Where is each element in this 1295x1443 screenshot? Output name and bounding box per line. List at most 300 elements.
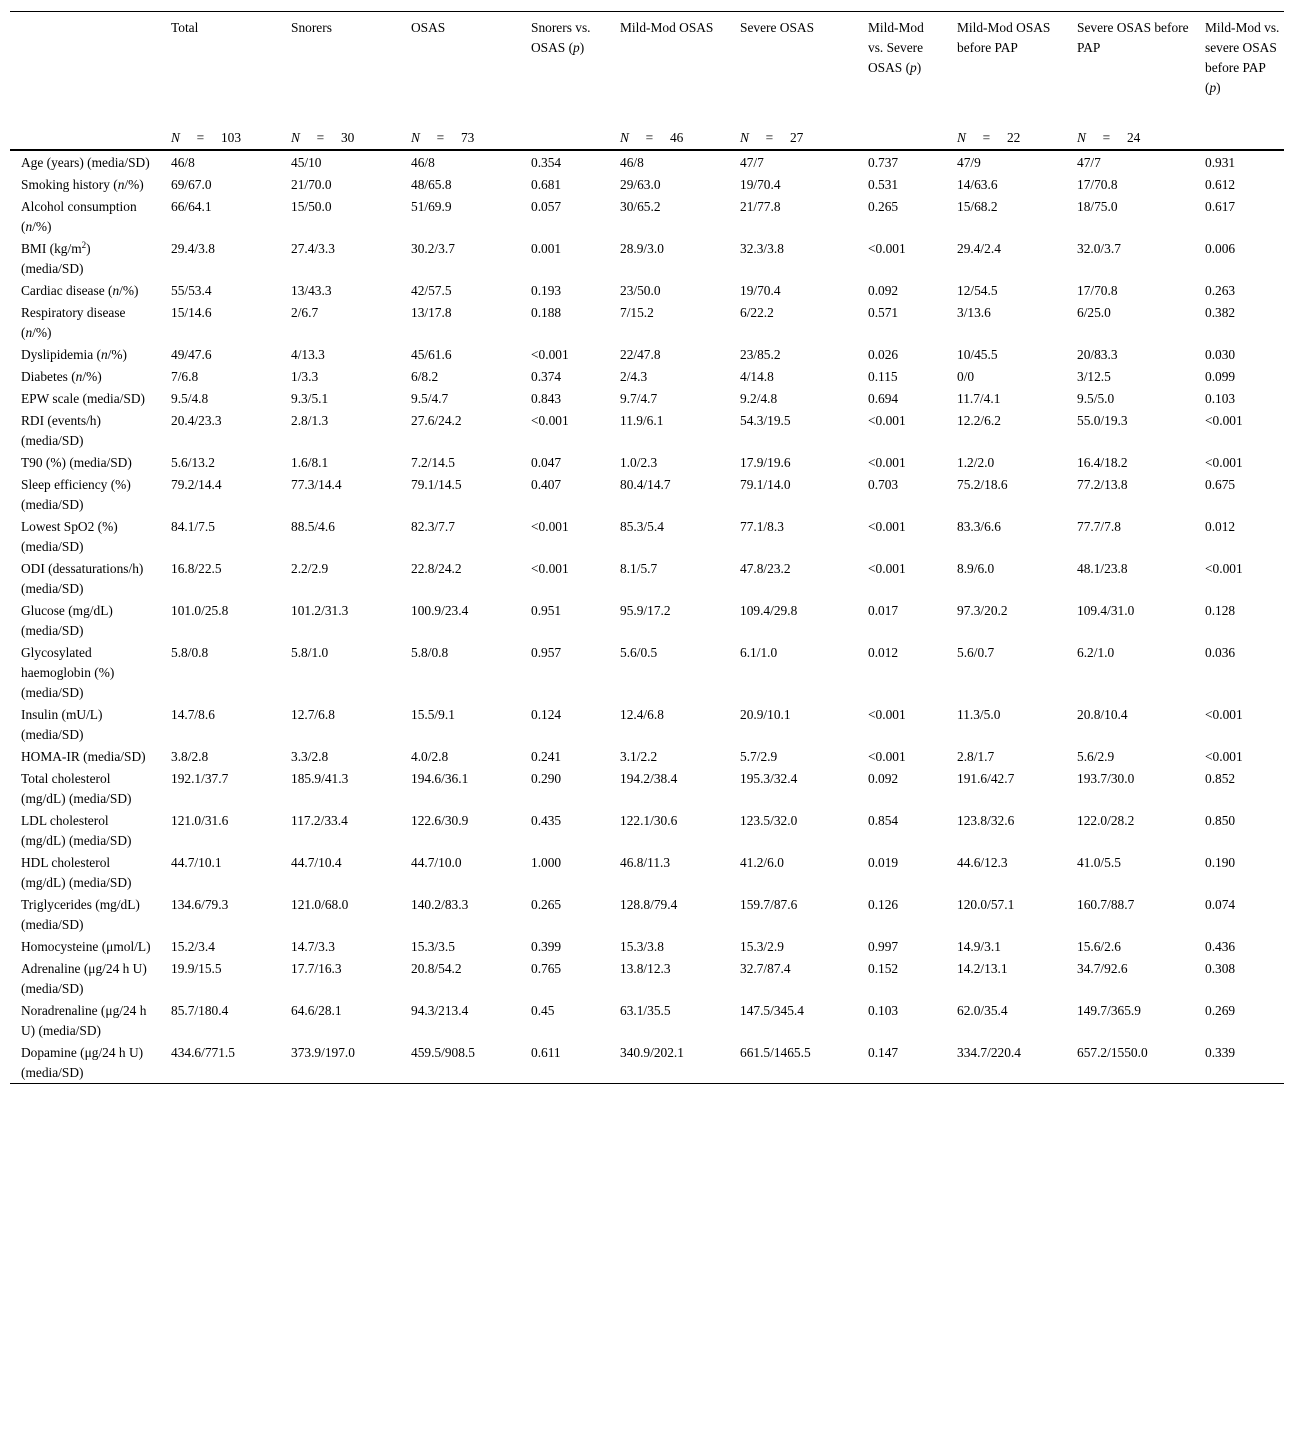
table-cell: 0.030	[1205, 347, 1236, 362]
table-cell: 0.382	[1205, 305, 1236, 320]
row-label: LDL cholesterol (mg/dL) (media/SD)	[21, 813, 132, 848]
column-header: Mild-Mod OSAS before PAP	[946, 12, 1066, 123]
table-cell: 340.9/202.1	[609, 1041, 729, 1084]
table-cell: 0.190	[1205, 855, 1236, 870]
table-cell: 0.017	[868, 603, 899, 618]
table-cell: 12/54.5	[957, 283, 998, 298]
table-body	[10, 150, 1284, 1084]
sample-size	[10, 122, 160, 150]
row-label: Lowest SpO2 (%) (media/SD)	[21, 519, 118, 554]
table-cell: 4/13.3	[291, 347, 325, 362]
sample-size	[520, 122, 609, 150]
table-cell: 0.001	[531, 241, 562, 256]
table-cell: 0.263	[1205, 283, 1236, 298]
table-cell: 0.124	[531, 707, 562, 722]
table-cell: <0.001	[868, 413, 906, 428]
table-cell: 44.6/12.3	[957, 855, 1008, 870]
row-label: Diabetes (n/%)	[21, 369, 102, 384]
table-cell: 123.5/32.0	[740, 813, 798, 828]
row-label: Cardiac disease (n/%)	[21, 283, 139, 298]
row-label: Smoking history (n/%)	[21, 177, 144, 192]
table-cell: <0.001	[1205, 455, 1243, 470]
table-cell: 657.2/1550.0	[1066, 1041, 1194, 1084]
row-label: Homocysteine (μmol/L)	[21, 939, 151, 954]
table-cell: 5.6/0.5	[620, 645, 658, 660]
table-cell: 41.0/5.5	[1077, 855, 1121, 870]
table-cell: 30.2/3.7	[411, 241, 455, 256]
table-cell: 20.8/10.4	[1077, 707, 1128, 722]
table-cell: 3.1/2.2	[620, 749, 658, 764]
table-cell: <0.001	[531, 413, 569, 428]
table-cell: 8.1/5.7	[620, 561, 658, 576]
table-row	[10, 767, 1284, 809]
table-cell: 0.152	[868, 961, 899, 976]
table-cell: 2.2/2.9	[291, 561, 329, 576]
table-cell: 84.1/7.5	[171, 519, 215, 534]
table-cell: 42/57.5	[411, 283, 452, 298]
table-cell: 7/15.2	[620, 305, 654, 320]
table-cell: 45/10	[291, 155, 322, 170]
table-cell: 9.5/4.8	[171, 391, 209, 406]
table-cell: 20.9/10.1	[740, 707, 791, 722]
table-cell: 15/14.6	[171, 305, 212, 320]
table-cell: 20/83.3	[1077, 347, 1118, 362]
table-row	[10, 745, 1284, 767]
table-cell: 159.7/87.6	[740, 897, 798, 912]
table-cell: 97.3/20.2	[957, 603, 1008, 618]
table-cell: 77.2/13.8	[1077, 477, 1128, 492]
table-cell: 0.269	[1205, 1003, 1236, 1018]
table-cell: 0.126	[868, 897, 899, 912]
table-cell: 69/67.0	[171, 177, 212, 192]
table-cell: 0.850	[1205, 813, 1236, 828]
table-cell: 18/75.0	[1077, 199, 1118, 214]
table-cell: 22/47.8	[620, 347, 661, 362]
table-cell: 11.3/5.0	[957, 707, 1001, 722]
row-label: Age (years) (media/SD)	[21, 155, 150, 170]
table-cell: 0.036	[1205, 645, 1236, 660]
table-cell: 123.8/32.6	[957, 813, 1015, 828]
table-cell: 29.4/2.4	[957, 241, 1001, 256]
table-cell: 6/25.0	[1077, 305, 1111, 320]
table-cell: 0.074	[1205, 897, 1236, 912]
table-cell: 0.115	[868, 369, 898, 384]
row-label: HOMA-IR (media/SD)	[21, 749, 146, 764]
table-cell: 373.9/197.0	[280, 1041, 400, 1084]
table-cell: 22.8/24.2	[411, 561, 462, 576]
table-cell: 83.3/6.6	[957, 519, 1001, 534]
table-cell: 47/7	[740, 155, 764, 170]
table-cell: 51/69.9	[411, 199, 452, 214]
table-row	[10, 343, 1284, 365]
table-cell: 46/8	[411, 155, 435, 170]
table-cell: 0.571	[868, 305, 899, 320]
table-cell: 0.951	[531, 603, 562, 618]
table-cell: 48/65.8	[411, 177, 452, 192]
sample-size: N = 103	[160, 122, 280, 150]
table-cell: 160.7/88.7	[1077, 897, 1135, 912]
results-table	[10, 11, 1284, 1084]
column-header: Snorers	[280, 12, 400, 123]
table-cell: 27.6/24.2	[411, 413, 462, 428]
table-cell: 32.3/3.8	[740, 241, 784, 256]
table-cell: 48.1/23.8	[1077, 561, 1128, 576]
sample-size: N = 24	[1066, 122, 1194, 150]
table-cell: 10/45.5	[957, 347, 998, 362]
table-cell: 14.7/3.3	[291, 939, 335, 954]
table-row	[10, 999, 1284, 1041]
row-label: EPW scale (media/SD)	[21, 391, 145, 406]
table-cell: 3.8/2.8	[171, 749, 209, 764]
row-label: Dopamine (μg/24 h U) (media/SD)	[10, 1041, 160, 1084]
table-cell: 29/63.0	[620, 177, 661, 192]
table-row	[10, 409, 1284, 451]
table-row	[10, 809, 1284, 851]
table-header	[10, 12, 1284, 151]
table-cell: <0.001	[531, 519, 569, 534]
table-cell: 0.931	[1205, 155, 1236, 170]
row-label: Glycosylated haemoglobin (%) (media/SD)	[21, 645, 115, 700]
table-cell: 0.193	[531, 283, 562, 298]
table-cell: 4.0/2.8	[411, 749, 449, 764]
table-cell: 0.188	[531, 305, 562, 320]
table-cell: 0.957	[531, 645, 562, 660]
table-cell: 5.6/2.9	[1077, 749, 1115, 764]
table-cell: 2/4.3	[620, 369, 648, 384]
table-cell: 62.0/35.4	[957, 1003, 1008, 1018]
table-cell: 0.45	[531, 1003, 555, 1018]
table-cell: <0.001	[868, 241, 906, 256]
table-row	[10, 641, 1284, 703]
table-cell: 134.6/79.3	[171, 897, 229, 912]
table-cell: 3/13.6	[957, 305, 991, 320]
table-cell: 101.2/31.3	[291, 603, 349, 618]
table-cell: 0.531	[868, 177, 899, 192]
table-cell: 0.354	[531, 155, 562, 170]
table-row	[10, 893, 1284, 935]
table-cell: 5.8/0.8	[411, 645, 449, 660]
table-cell: 122.1/30.6	[620, 813, 678, 828]
table-cell: 17.9/19.6	[740, 455, 791, 470]
table-cell: 46.8/11.3	[620, 855, 671, 870]
table-cell: 140.2/83.3	[411, 897, 469, 912]
row-label: RDI (events/h) (media/SD)	[21, 413, 101, 448]
table-cell: 17/70.8	[1077, 283, 1118, 298]
table-cell: 44.7/10.4	[291, 855, 342, 870]
column-header: Mild-Mod vs. Severe OSAS (p)	[857, 12, 946, 123]
table-cell: 75.2/18.6	[957, 477, 1008, 492]
table-cell: 17/70.8	[1077, 177, 1118, 192]
table-cell: 5.7/2.9	[740, 749, 778, 764]
row-label: Glucose (mg/dL) (media/SD)	[21, 603, 113, 638]
table-cell: 80.4/14.7	[620, 477, 671, 492]
sample-size: N = 73	[400, 122, 520, 150]
row-label: T90 (%) (media/SD)	[21, 455, 132, 470]
table-cell: 16.8/22.5	[171, 561, 222, 576]
table-cell: 85.7/180.4	[171, 1003, 229, 1018]
row-label: Dyslipidemia (n/%)	[21, 347, 128, 362]
table-cell: 0.737	[868, 155, 899, 170]
table-cell: 661.5/1465.5	[729, 1041, 857, 1084]
table-cell: 95.9/17.2	[620, 603, 671, 618]
table-cell: <0.001	[868, 707, 906, 722]
table-cell: 6.1/1.0	[740, 645, 778, 660]
sample-size-row	[10, 122, 1284, 150]
table-cell: 19/70.4	[740, 283, 781, 298]
row-label: BMI $(kg/m^2)$ (media/SD)	[21, 240, 91, 276]
table-cell: 2/6.7	[291, 305, 319, 320]
table-cell: 12.7/6.8	[291, 707, 335, 722]
row-label: Adrenaline (μg/24 h U) (media/SD)	[21, 961, 147, 996]
table-cell: 0.128	[1205, 603, 1236, 618]
table-cell: 6/22.2	[740, 305, 774, 320]
table-cell: 14.7/8.6	[171, 707, 215, 722]
table-cell: 15.6/2.6	[1077, 939, 1121, 954]
row-label: ODI (dessaturations/h) (media/SD)	[21, 561, 144, 596]
table-cell: 192.1/37.7	[171, 771, 229, 786]
table-cell: <0.001	[868, 519, 906, 534]
table-cell: 0.436	[1205, 939, 1236, 954]
table-cell: 15/50.0	[291, 199, 332, 214]
table-cell: 6.2/1.0	[1077, 645, 1115, 660]
table-cell: <0.001	[1205, 707, 1243, 722]
table-row	[10, 703, 1284, 745]
table-cell: 117.2/33.4	[291, 813, 348, 828]
row-label: Noradrenaline (μg/24 h U) (media/SD)	[21, 1003, 147, 1038]
table-cell: 46/8	[171, 155, 195, 170]
table-cell: 191.6/42.7	[957, 771, 1015, 786]
table-cell: 0.265	[531, 897, 562, 912]
table-cell: 20.8/54.2	[411, 961, 462, 976]
table-cell: 109.4/29.8	[740, 603, 798, 618]
table-cell: 47/7	[1077, 155, 1101, 170]
table-cell: 21/70.0	[291, 177, 332, 192]
table-cell: 29.4/3.8	[171, 241, 215, 256]
table-cell: 0.681	[531, 177, 562, 192]
table-cell: 3.3/2.8	[291, 749, 329, 764]
table-cell: 0.854	[868, 813, 899, 828]
table-row	[10, 1041, 1284, 1084]
table-cell: 0.012	[1205, 519, 1236, 534]
header-row	[10, 12, 1284, 123]
table-cell: 0.290	[531, 771, 562, 786]
table-cell: 15/68.2	[957, 199, 998, 214]
table-cell: 47.8/23.2	[740, 561, 791, 576]
table-row	[10, 957, 1284, 999]
table-cell: 77.1/8.3	[740, 519, 784, 534]
table-cell: 0.611	[520, 1041, 609, 1084]
table-cell: 0.012	[868, 645, 899, 660]
table-cell: 55.0/19.3	[1077, 413, 1128, 428]
table-cell: 12.4/6.8	[620, 707, 664, 722]
table-cell: 0.092	[868, 771, 899, 786]
table-cell: 0.092	[868, 283, 899, 298]
table-cell: 7/6.8	[171, 369, 199, 384]
table-cell: 100.9/23.4	[411, 603, 469, 618]
table-cell: 27.4/3.3	[291, 241, 335, 256]
table-cell: 0.147	[857, 1041, 946, 1084]
table-cell: 0.703	[868, 477, 899, 492]
row-label: Sleep efficiency (%) (media/SD)	[21, 477, 131, 512]
table-cell: 49/47.6	[171, 347, 212, 362]
table-row	[10, 365, 1284, 387]
table-cell: 44.7/10.1	[171, 855, 222, 870]
column-header: Severe OSAS before PAP	[1066, 12, 1194, 123]
table-cell: 82.3/7.7	[411, 519, 455, 534]
table-cell: 14/63.6	[957, 177, 998, 192]
table-cell: 9.7/4.7	[620, 391, 658, 406]
table-cell: 0.103	[1205, 391, 1236, 406]
header-label-corner	[10, 12, 160, 123]
table-cell: 79.1/14.5	[411, 477, 462, 492]
table-cell: 0.843	[531, 391, 562, 406]
table-row	[10, 173, 1284, 195]
table-cell: 0.047	[531, 455, 562, 470]
table-row	[10, 150, 1284, 173]
table-cell: 185.9/41.3	[291, 771, 349, 786]
table-cell: 0.019	[868, 855, 899, 870]
table-cell: 63.1/35.5	[620, 1003, 671, 1018]
table-cell: 15.3/3.5	[411, 939, 455, 954]
row-label: Alcohol consumption (n/%)	[21, 199, 137, 234]
table-row	[10, 279, 1284, 301]
table-cell: 41.2/6.0	[740, 855, 784, 870]
table-cell: 12.2/6.2	[957, 413, 1001, 428]
column-header: Mild-Mod vs. severe OSAS before PAP (p)	[1194, 12, 1284, 123]
table-cell: 2.8/1.7	[957, 749, 995, 764]
table-cell: 13.8/12.3	[620, 961, 671, 976]
table-cell: 5.6/13.2	[171, 455, 215, 470]
column-header: OSAS	[400, 12, 520, 123]
table-cell: 0.099	[1205, 369, 1236, 384]
table-cell: <0.001	[1205, 749, 1243, 764]
column-header: Total	[160, 12, 280, 123]
table-cell: 9.3/5.1	[291, 391, 329, 406]
table-cell: 94.3/213.4	[411, 1003, 469, 1018]
table-cell: 15.3/3.8	[620, 939, 664, 954]
table-cell: <0.001	[868, 455, 906, 470]
table-cell: 32.7/87.4	[740, 961, 791, 976]
table-cell: <0.001	[1205, 413, 1243, 428]
table-cell: 101.0/25.8	[171, 603, 229, 618]
table-cell: 16.4/18.2	[1077, 455, 1128, 470]
table-cell: 9.5/4.7	[411, 391, 449, 406]
table-cell: 66/64.1	[171, 199, 212, 214]
table-cell: 54.3/19.5	[740, 413, 791, 428]
table-cell: 15.2/3.4	[171, 939, 215, 954]
table-cell: 193.7/30.0	[1077, 771, 1135, 786]
table-cell: 0.765	[531, 961, 562, 976]
table-cell: 459.5/908.5	[400, 1041, 520, 1084]
table-row	[10, 515, 1284, 557]
row-label: Insulin (mU/L) (media/SD)	[21, 707, 103, 742]
table-cell: 109.4/31.0	[1077, 603, 1135, 618]
table-row	[10, 935, 1284, 957]
table-cell: 14.2/13.1	[957, 961, 1008, 976]
table-cell: 0.006	[1205, 241, 1236, 256]
sample-size	[857, 122, 946, 150]
table-cell: 434.6/771.5	[160, 1041, 280, 1084]
table-cell: 128.8/79.4	[620, 897, 678, 912]
table-cell: 19.9/15.5	[171, 961, 222, 976]
table-cell: 77.7/7.8	[1077, 519, 1121, 534]
row-label: Triglycerides (mg/dL) (media/SD)	[21, 897, 140, 932]
table-cell: 0.675	[1205, 477, 1236, 492]
table-cell: 120.0/57.1	[957, 897, 1015, 912]
table-cell: 0.374	[531, 369, 562, 384]
table-cell: 4/14.8	[740, 369, 774, 384]
table-cell: 0.103	[868, 1003, 899, 1018]
table-cell: 5.6/0.7	[957, 645, 995, 660]
table-row	[10, 599, 1284, 641]
table-cell: 34.7/92.6	[1077, 961, 1128, 976]
table-cell: 47/9	[957, 155, 981, 170]
table-cell: 45/61.6	[411, 347, 452, 362]
table-cell: 0.308	[1205, 961, 1236, 976]
table-cell: 9.2/4.8	[740, 391, 778, 406]
table-cell: 0.435	[531, 813, 562, 828]
sample-size: N = 27	[729, 122, 857, 150]
table-cell: 1.2/2.0	[957, 455, 995, 470]
table-cell: 0.241	[531, 749, 562, 764]
table-cell: 15.5/9.1	[411, 707, 455, 722]
sample-size	[1194, 122, 1284, 150]
table-cell: <0.001	[531, 561, 569, 576]
table-cell: 122.0/28.2	[1077, 813, 1135, 828]
row-label: Respiratory disease (n/%)	[21, 305, 126, 340]
table-cell: 0.694	[868, 391, 899, 406]
table-cell: 0.852	[1205, 771, 1236, 786]
table-cell: 20.4/23.3	[171, 413, 222, 428]
table-cell: 64.6/28.1	[291, 1003, 342, 1018]
table-cell: 15.3/2.9	[740, 939, 784, 954]
table-cell: 0.265	[868, 199, 899, 214]
table-cell: 9.5/5.0	[1077, 391, 1115, 406]
table-cell: 121.0/68.0	[291, 897, 349, 912]
table-cell: 8.9/6.0	[957, 561, 995, 576]
table-cell: 2.8/1.3	[291, 413, 329, 428]
table-cell: 0.997	[868, 939, 899, 954]
table-cell: 88.5/4.6	[291, 519, 335, 534]
sample-size: N = 30	[280, 122, 400, 150]
table-cell: 1.000	[531, 855, 562, 870]
table-row	[10, 195, 1284, 237]
table-cell: 0.026	[868, 347, 899, 362]
table-cell: 0.612	[1205, 177, 1236, 192]
table-cell: 194.6/36.1	[411, 771, 469, 786]
table-cell: 1.6/8.1	[291, 455, 329, 470]
table-cell: 149.7/365.9	[1077, 1003, 1141, 1018]
table-cell: 194.2/38.4	[620, 771, 678, 786]
table-cell: <0.001	[531, 347, 569, 362]
table-cell: 5.8/0.8	[171, 645, 209, 660]
table-cell: 7.2/14.5	[411, 455, 455, 470]
table-cell: 0.407	[531, 477, 562, 492]
table-cell: 11.9/6.1	[620, 413, 664, 428]
table-cell: 0.057	[531, 199, 562, 214]
table-cell: 5.8/1.0	[291, 645, 329, 660]
table-cell: 1.0/2.3	[620, 455, 658, 470]
table-cell: <0.001	[868, 561, 906, 576]
sample-size: N = 22	[946, 122, 1066, 150]
table-cell: <0.001	[868, 749, 906, 764]
row-label: HDL cholesterol (mg/dL) (media/SD)	[21, 855, 132, 890]
table-cell: <0.001	[1205, 561, 1243, 576]
table-cell: 23/50.0	[620, 283, 661, 298]
table-cell: 55/53.4	[171, 283, 212, 298]
table-cell: 0/0	[957, 369, 975, 384]
table-row	[10, 851, 1284, 893]
